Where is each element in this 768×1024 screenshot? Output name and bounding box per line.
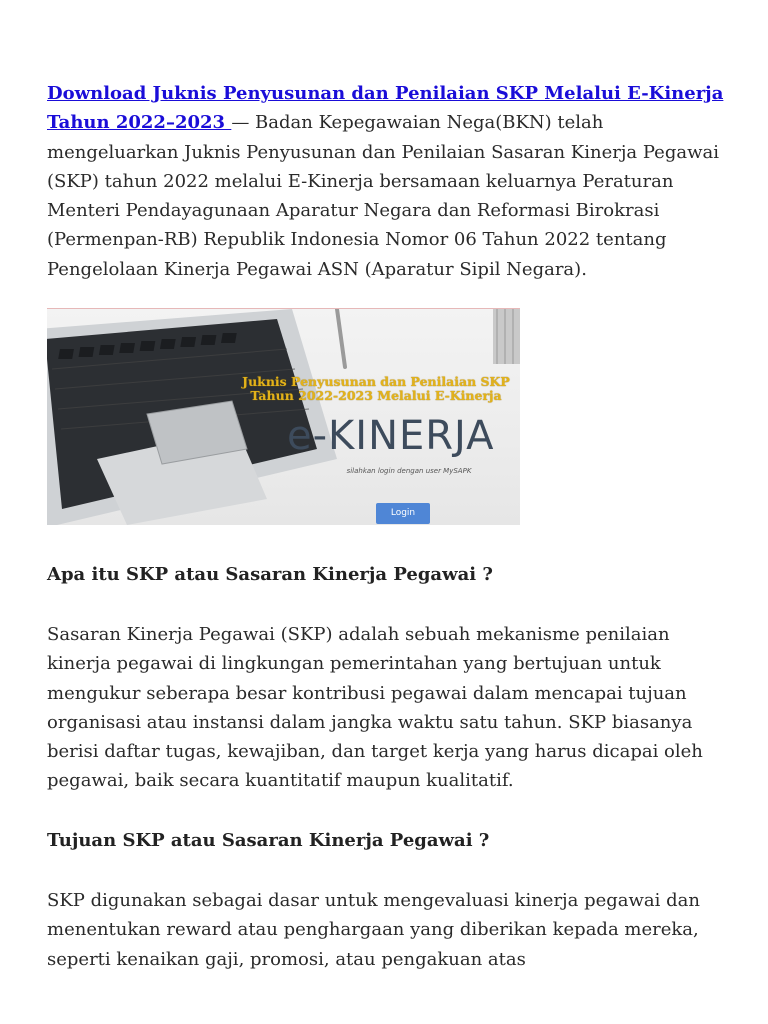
login-button: Login [376,503,430,524]
pen-illustration [327,309,387,379]
download-juknis-link[interactable]: Download Juknis Penyusunan dan Penilaian SKP Melalui E-Kinerja Tahun 2022–2023 [47,83,724,134]
hero-caption-line2: Tahun 2022-2023 Melalui E-Kinerja [250,388,502,403]
login-hint: silahkan login dengan user MySAPK [346,467,472,475]
hero-caption-line1: Juknis Penyusunan dan Penilaian SKP [242,374,510,389]
intro-text: — Badan Kepegawaian Nega(BKN) telah mengeluarkan Juknis Penyusunan dan Penilaian Sasaran Kinerja Pegawai (SKP) tahun 2022 melalui E-Kinerja bersamaan keluarnya Peraturan Menteri Pendayagunaan Aparatur Negara dan Reformasi Birokrasi (Permenpan-RB) Republik Indonesia Nomor 06 Tahun 2022 tentang Pengelolaan Kinerja Pegawai ASN (Aparatur Sipil Negara). [47,112,719,280]
pencil-cup-illustration [487,309,520,369]
e-kinerja-logo-text: e-KINERJA [287,413,495,459]
section-heading-tujuan-skp: Tujuan SKP atau Sasaran Kinerja Pegawai ? [47,830,490,851]
intro-paragraph [47,79,727,284]
section-heading-apa-itu-skp: Apa itu SKP atau Sasaran Kinerja Pegawai ? [47,564,493,585]
section-body-tujuan-skp: SKP digunakan sebagai dasar untuk mengevaluasi kinerja pegawai dan menentukan reward atau penghargaan yang diberikan kepada mereka, seperti kenaikan gaji, promosi, atau pengakuan atas [47,890,700,970]
section-body-apa-itu-skp: Sasaran Kinerja Pegawai (SKP) adalah sebuah mekanisme penilaian kinerja pegawai di lingkungan pemerintahan yang bertujuan untuk mengukur seberapa besar kontribusi pegawai dalam mencapai tujuan organisasi atau instansi dalam jangka waktu satu tahun. SKP biasanya berisi daftar tugas, kewajiban, dan target kerja yang harus dicapai oleh pegawai, baik secara kuantitatif maupun kualitatif. [47,624,703,792]
hero-caption [237,375,515,403]
e-kinerja-hero-image [47,308,520,525]
